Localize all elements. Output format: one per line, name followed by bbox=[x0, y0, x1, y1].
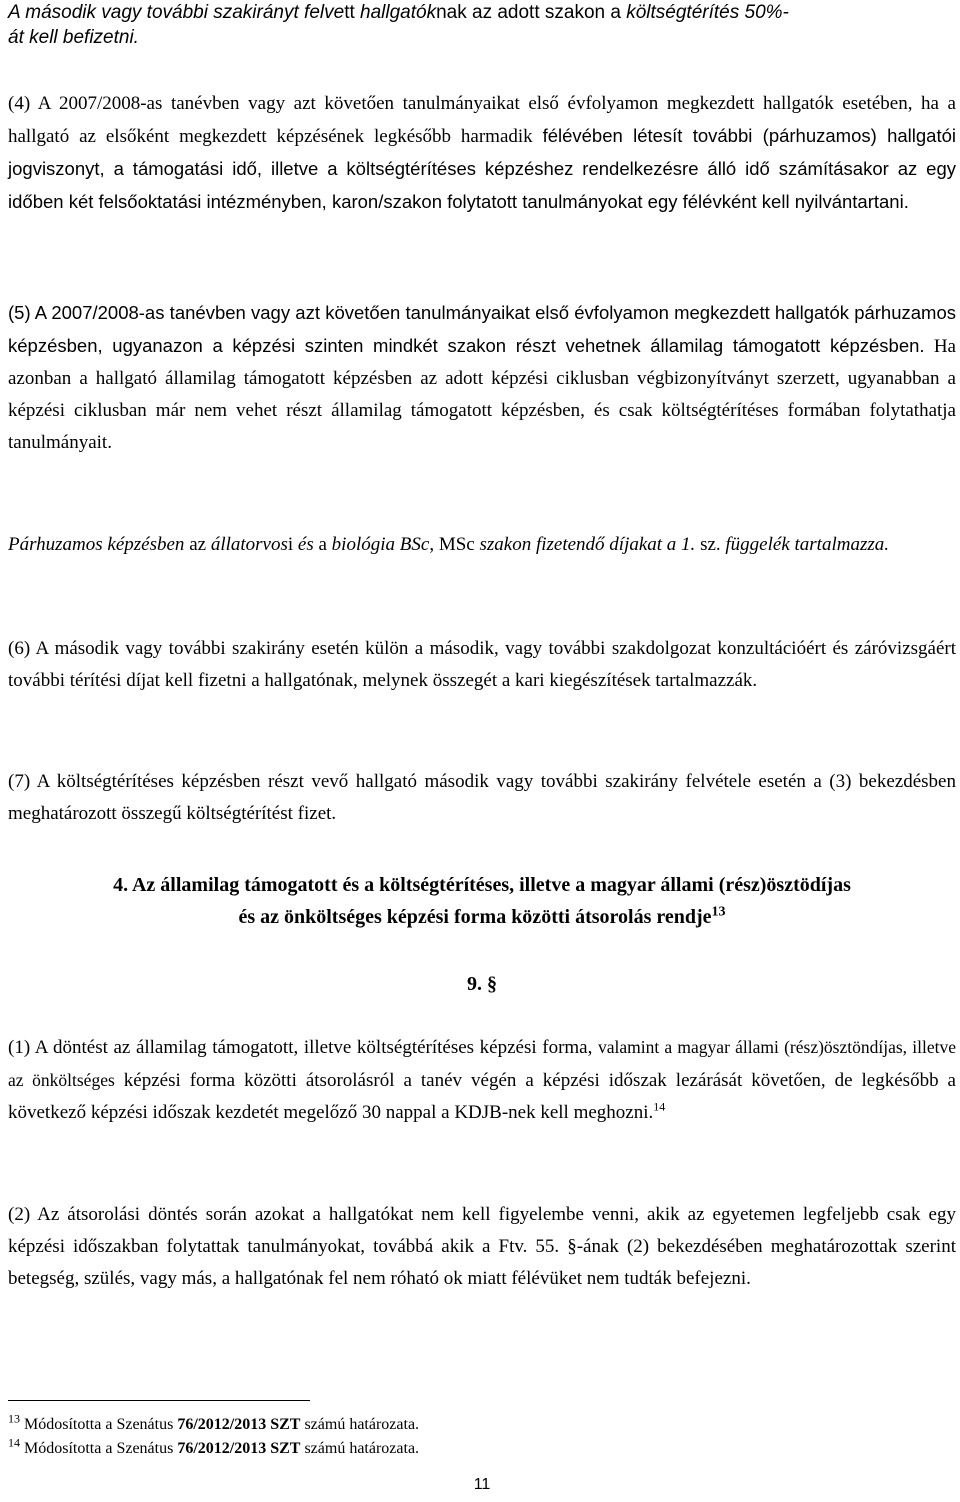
paragraph-9-1-text-b: valamint a magyar állami (rész)ösztöndíjas, illetve az önköltséges bbox=[8, 1037, 956, 1090]
paragraph-5 bbox=[8, 297, 956, 459]
note-i: szakon fizetendő díjakat a 1. bbox=[479, 534, 696, 555]
footnote-ref-14: 14 bbox=[653, 1099, 666, 1114]
note-d: i bbox=[287, 534, 298, 555]
paragraph-9-1 bbox=[8, 1031, 956, 1129]
top-text-plain-b: tt bbox=[344, 2, 361, 23]
paragraph-5-text-b: Ha azonban a hallgató államilag támogatott képzésben az adott képzési ciklusban végbizonyítványt szerzett, ugyanabban a képzési ciklusban már nem vehet részt államilag támogatott képzésben, és csak költségtérítéses formában folytathatja tanulmányait. bbox=[8, 336, 956, 453]
footnote-14 bbox=[8, 1435, 420, 1460]
top-text-plain-d: nak az adott szakon a bbox=[436, 2, 627, 23]
top-text-italic-e: költségtérítés 50%- bbox=[626, 2, 789, 23]
note-g: biológia BSc bbox=[331, 534, 430, 555]
footnote-14-text-a: Módosította a Szenátus bbox=[20, 1440, 178, 1457]
note-j: sz. bbox=[695, 534, 726, 555]
paragraph-6: (6) A második vagy további szakirány esetén külön a második, vagy további szakdolgozat konzultációért és záróvizsgáért további térítési díjat kell fizetni a hallgatónak, melynek összegét a kari kiegészítések tartalmazzák. bbox=[8, 638, 956, 691]
paragraph-4-text-b: félévében létesít további (párhuzamos) hallgatói jogviszonyt, a támogatási idő, illetve a költségtérítéses képzéshez rendelkezésre álló idő számításakor az egy időben két felsőoktatási intézményben, karon/szakon folytatott tanulmányokat egy félévként kell nyilvántartani. bbox=[8, 125, 956, 212]
top-text-italic-c: hallgatók bbox=[360, 2, 437, 23]
paragraph-9-2: (2) Az átsorolási döntés során azokat a hallgatókat nem kell figyelembe venni, akik az egyetemen legfeljebb csak egy képzési időszakban folytattak tanulmányokat, továbbá akik a Ftv. 55. §-ának (2) bekezdésében meghatározottak szerint betegség, szülés, vagy más, a hallgatónak fel nem róható ok miatt félévüket nem tudták befejezni. bbox=[8, 1204, 956, 1289]
top-text-italic-a: A második vagy további szakirányt felve bbox=[8, 2, 345, 23]
paragraph-4 bbox=[8, 88, 956, 219]
page-number: 11 bbox=[473, 1476, 491, 1493]
note-h: , MSc bbox=[429, 534, 480, 555]
footnote-14-text-b: 76/2012/2013 SZT bbox=[177, 1440, 301, 1457]
parallel-training-note bbox=[8, 529, 956, 561]
paragraph-4-text-a: (4) A 2007/2008-as tanévben vagy azt követően tanulmányaikat első évfolyamon megkezdett hallgatók esetében, ha a hallgató az elsőként megkezdett képzésének legkésőbb harmadik bbox=[8, 93, 956, 147]
note-e: és bbox=[297, 534, 314, 555]
paragraph-7: (7) A költségtérítéses képzésben részt vevő hallgató második vagy további szakirány felvétele esetén a (3) bekezdésben meghatározott összegű költségtérítést fizet. bbox=[8, 771, 956, 824]
footnote-13-text-c: számú határozata. bbox=[300, 1416, 420, 1433]
footnote-ref-13: 13 bbox=[711, 904, 726, 920]
footnote-14-text-c: számú határozata. bbox=[300, 1440, 420, 1457]
paragraph-number: 9. § bbox=[467, 973, 497, 995]
paragraph-9-1-text-a: (1) A döntést az államilag támogatott, illetve költségtérítéses képzési forma, bbox=[8, 1037, 598, 1058]
footnote-13-text-b: 76/2012/2013 SZT bbox=[177, 1416, 301, 1433]
footnote-divider bbox=[8, 1400, 310, 1401]
footnote-14-number: 14 bbox=[8, 1435, 20, 1450]
paragraph-5-text-a: (5) A 2007/2008-as tanévben vagy azt követően tanulmányaikat első évfolyamon megkezdett hallgatók párhuzamos képzésben, ugyanazon a képzési szinten mindkét szakon részt vehetnek államilag támogatott képzésben. bbox=[8, 302, 956, 356]
footnote-13-number: 13 bbox=[8, 1411, 20, 1426]
footnote-13 bbox=[8, 1411, 420, 1436]
section-heading bbox=[8, 869, 956, 933]
top-paragraph bbox=[8, 0, 956, 50]
note-a: Párhuzamos képzésben bbox=[8, 534, 185, 555]
note-k: függelék tartalmazza. bbox=[725, 534, 889, 555]
note-f: a bbox=[313, 534, 332, 555]
top-text-line2: át kell befizetni. bbox=[8, 27, 139, 48]
section-heading-line2: és az önköltséges képzési forma közötti átsorolás rendje bbox=[238, 906, 712, 928]
paragraph-9-1-text-c: képzési forma közötti átsorolásról a tanév végén a képzési időszak lezárását követően, de legkésőbb a következő képzési időszak kezdetét megelőző 30 nappal a KDJB-nek kell meghozni. bbox=[8, 1070, 956, 1123]
note-c: állatorvos bbox=[210, 534, 288, 555]
note-b: az bbox=[184, 534, 211, 555]
section-heading-line1: 4. Az államilag támogatott és a költségtérítéses, illetve a magyar állami (rész)ösztödíjas bbox=[113, 874, 851, 896]
footnote-13-text-a: Módosította a Szenátus bbox=[20, 1416, 178, 1433]
